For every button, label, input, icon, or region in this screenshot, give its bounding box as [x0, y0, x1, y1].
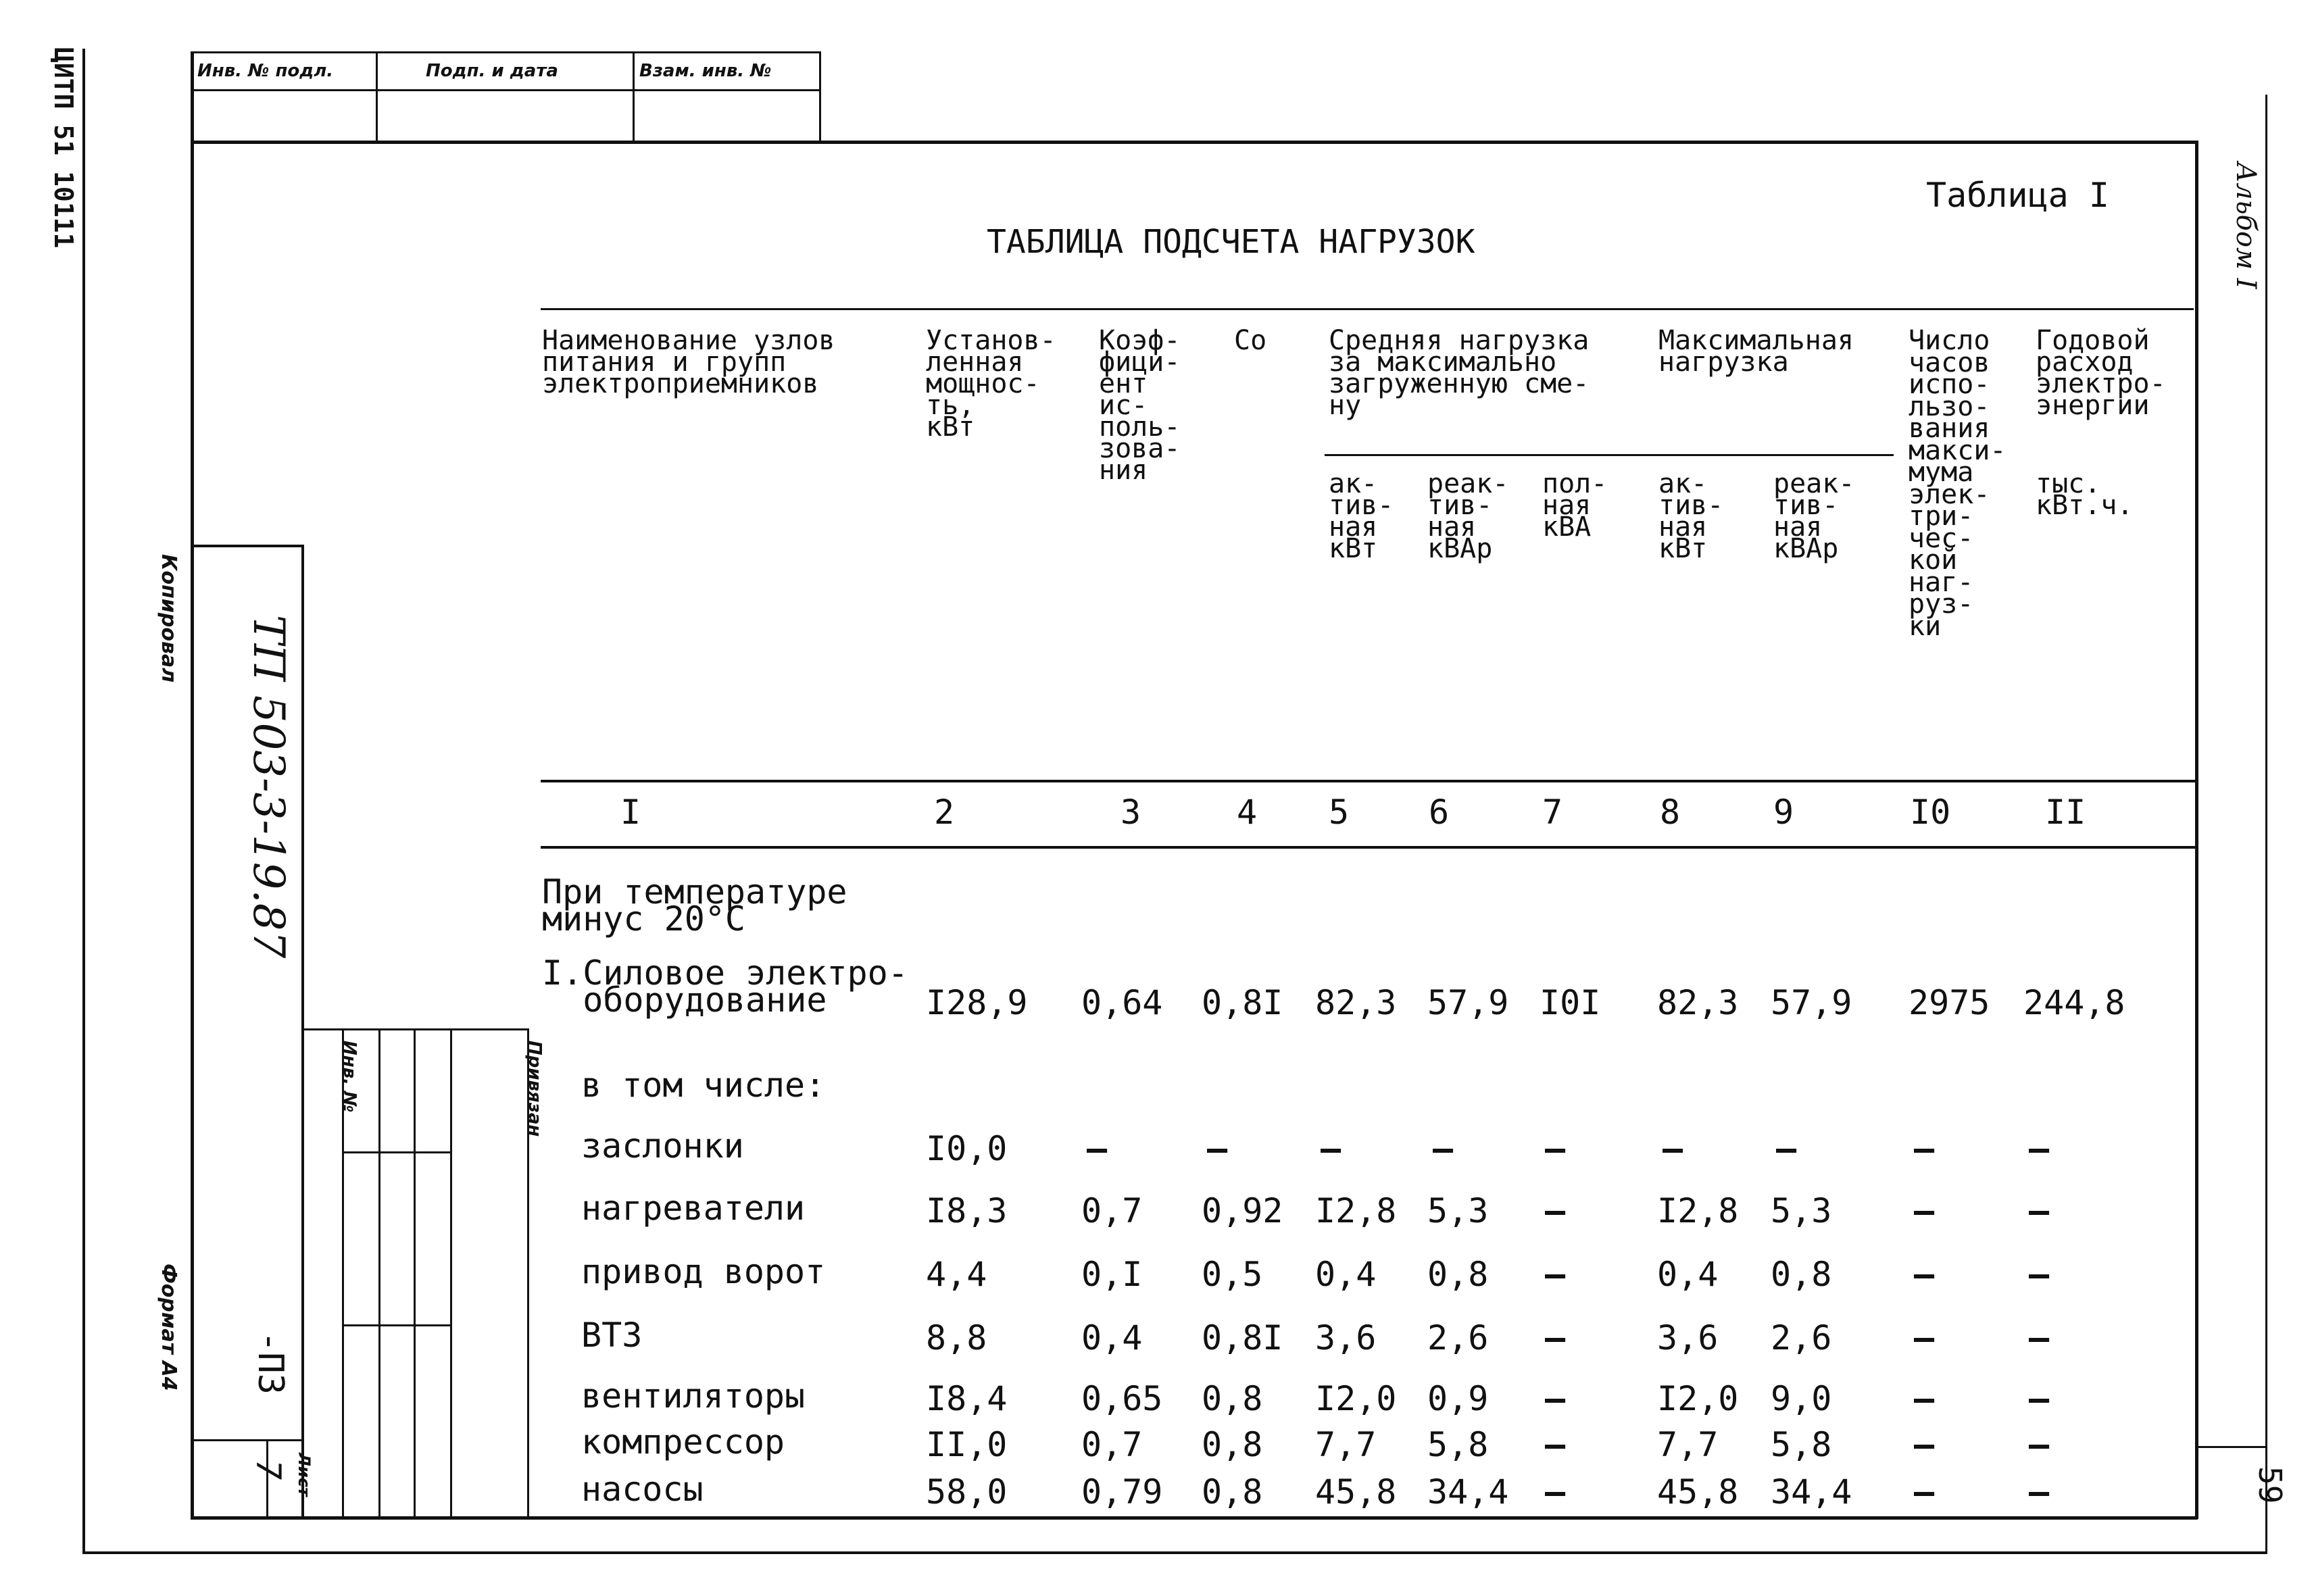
stamp-podp-data: Подп. и дата: [426, 61, 558, 81]
row-value: 0,4: [1657, 1255, 1719, 1294]
frame-left-inner: [191, 51, 194, 1519]
row-name: нагреватели: [581, 1189, 806, 1228]
col-number: I0: [1910, 793, 1951, 832]
stamp-div-2: [633, 51, 635, 142]
col-number: 6: [1429, 793, 1450, 832]
row-value: I0,0: [926, 1129, 1008, 1168]
row-value: I2,0: [1657, 1379, 1739, 1418]
row-value: 0,8I: [1202, 1318, 1283, 1357]
row-value: II,0: [926, 1425, 1008, 1464]
row-value: 0,65: [1081, 1379, 1163, 1418]
row-value: –: [2029, 1255, 2050, 1294]
header-annual-consumption: Годовой расход электро- энергии: [2036, 325, 2166, 421]
header-max-load: Максимальная нагрузка: [1658, 325, 1854, 378]
row-value: 5,8: [1771, 1425, 1832, 1464]
row-value: –: [1914, 1379, 1935, 1418]
col-number: I: [620, 793, 641, 832]
row-value: –: [2029, 1379, 2050, 1418]
stamp-vzam-inv: Взам. инв. №: [639, 61, 772, 81]
row-value: 3,6: [1657, 1318, 1719, 1357]
row-value: 0,8: [1202, 1379, 1263, 1418]
row-value: 5,3: [1427, 1191, 1489, 1230]
copied-label: Копировал: [157, 554, 180, 683]
row-value: 82,3: [1315, 983, 1397, 1022]
row-value: I8,3: [926, 1191, 1008, 1230]
row-name: насосы: [581, 1470, 704, 1509]
row-value: 0,9: [1427, 1379, 1489, 1418]
row-value: 5,3: [1771, 1191, 1832, 1230]
row-value: 0,8I: [1202, 983, 1283, 1022]
stamp-inv-podl: Инв. № подл.: [197, 61, 334, 81]
rev-div-4: [450, 1028, 452, 1519]
row-value: –: [1914, 1191, 1935, 1230]
max-group-rule: [1656, 454, 1894, 456]
page-number: 59: [2252, 1466, 2288, 1504]
row-value: 0,5: [1202, 1255, 1263, 1294]
row-value: 0,4: [1081, 1318, 1143, 1357]
header-avg-full: пол- ная кВА: [1542, 468, 1608, 543]
row-value: –: [1545, 1379, 1566, 1418]
rev-privyazan: Привязан: [524, 1041, 545, 1137]
header-annual-unit: тыс. кВт.ч.: [2036, 468, 2134, 521]
row-value: 45,8: [1315, 1472, 1397, 1512]
row-value: –: [2029, 1191, 2050, 1230]
row-value: –: [2029, 1129, 2050, 1168]
header-max-active: ак- тив- ная кВт: [1658, 468, 1724, 564]
stamp-div-3: [819, 51, 821, 142]
row-value: –: [2029, 1318, 2050, 1357]
row-name: ВТЗ: [581, 1316, 643, 1355]
table-label: Таблица I: [1926, 176, 2109, 215]
row-value: 58,0: [926, 1472, 1008, 1512]
row-value: 7,7: [1315, 1425, 1377, 1464]
row-value: 7,7: [1657, 1425, 1719, 1464]
row-value: –: [1545, 1255, 1566, 1294]
col-number: 8: [1660, 793, 1681, 832]
row-value: 8,8: [926, 1318, 987, 1357]
doc-code: ТП 503-3-19.87: [243, 615, 293, 959]
row-value: I8,4: [926, 1379, 1008, 1418]
row-value: 0,8: [1202, 1425, 1263, 1464]
row-value: –: [1914, 1318, 1935, 1357]
avg-group-rule: [1325, 454, 1669, 456]
row-value: –: [1087, 1129, 1108, 1168]
row-name: компрессор: [581, 1422, 785, 1462]
row-value: 3,6: [1315, 1318, 1377, 1357]
header-bottom-rule: [541, 780, 2195, 782]
row-value: –: [1207, 1129, 1228, 1168]
row-value: 4,4: [926, 1255, 987, 1294]
col-number: 2: [934, 793, 955, 832]
section-heading: При температуре минус 20°С: [542, 872, 847, 939]
frame-bottom-inner: [191, 1516, 2198, 1520]
header-usage-hours: Число часов испо- льзо- вания макси- мума элек- три- чес- кой наг- руз- ки: [1909, 325, 2007, 642]
stamp-div-1: [376, 51, 378, 142]
row-value: 244,8: [2023, 983, 2125, 1022]
header-co: Co: [1234, 325, 1267, 356]
row-value: 0,4: [1315, 1255, 1377, 1294]
frame-left-outer: [82, 49, 85, 1554]
header-top-rule: [541, 308, 2194, 310]
left-archive-code: ЦИТП 51 10111: [49, 47, 78, 249]
row-value: I2,8: [1657, 1191, 1739, 1230]
col-number: 4: [1237, 793, 1258, 832]
row-value: –: [2029, 1472, 2050, 1512]
rev-line-1: [342, 1151, 451, 1153]
row-name: I.Силовое электро- оборудование: [542, 953, 908, 1020]
row-value: 0,7: [1081, 1191, 1143, 1230]
numbers-bottom-rule: [541, 846, 2195, 849]
side-block-right: [301, 545, 304, 1519]
col-number: II: [2045, 793, 2086, 832]
row-value: 0,79: [1081, 1472, 1163, 1512]
frame-bottom-outer: [82, 1551, 2267, 1554]
header-avg-active: ак- тив- ная кВт: [1329, 468, 1394, 564]
col-number: 3: [1121, 793, 1141, 832]
rev-div-2: [378, 1028, 380, 1519]
row-value: 34,4: [1771, 1472, 1852, 1512]
row-value: 9,0: [1771, 1379, 1832, 1418]
row-value: –: [1914, 1255, 1935, 1294]
side-block-sheet-line: [191, 1439, 303, 1441]
col-number: 7: [1542, 793, 1563, 832]
row-value: 2,6: [1771, 1318, 1832, 1357]
row-value: 0,8: [1427, 1255, 1489, 1294]
row-value: 0,8: [1771, 1255, 1832, 1294]
row-value: 0,7: [1081, 1425, 1143, 1464]
row-value: –: [1321, 1129, 1341, 1168]
row-value: 2,6: [1427, 1318, 1489, 1357]
row-name: заслонки: [581, 1126, 744, 1166]
row-name: вентиляторы: [581, 1376, 806, 1416]
header-installed-power: Установ- ленная мощнос- ть, кВт: [926, 325, 1056, 443]
table-title: ТАБЛИЦА ПОДСЧЕТА НАГРУЗОК: [987, 223, 1475, 261]
row-value: –: [1914, 1425, 1935, 1464]
row-value: I0I: [1540, 983, 1601, 1022]
row-value: 82,3: [1657, 983, 1739, 1022]
row-value: 0,64: [1081, 983, 1163, 1022]
row-value: 34,4: [1427, 1472, 1509, 1512]
row-value: –: [1776, 1129, 1797, 1168]
format-label: Формат А4: [157, 1264, 180, 1391]
row-value: –: [1545, 1425, 1566, 1464]
header-avg-reactive: реак- тив- ная кВАр: [1427, 468, 1509, 564]
row-value: 57,9: [1771, 983, 1852, 1022]
row-value: –: [2029, 1425, 2050, 1464]
col-number: 5: [1329, 793, 1350, 832]
row-value: I28,9: [926, 983, 1028, 1022]
row-value: –: [1545, 1472, 1566, 1512]
side-block-top: [191, 545, 303, 547]
row-value: –: [1433, 1129, 1454, 1168]
row-name: привод ворот: [581, 1252, 826, 1291]
row-name: в том числе:: [581, 1066, 826, 1105]
row-value: 0,I: [1081, 1255, 1143, 1294]
sheet-code: -ПЗ: [250, 1331, 291, 1395]
header-max-reactive: реак- тив- ная кВАр: [1773, 468, 1855, 564]
header-usage-coef: Коэф- фици- ент ис- поль- зова- ния: [1099, 325, 1181, 486]
col-number: 9: [1773, 793, 1794, 832]
row-value: 0,8: [1202, 1472, 1263, 1512]
row-value: 5,8: [1427, 1425, 1489, 1464]
rev-inv-no: Инв. №: [339, 1041, 360, 1113]
row-value: –: [1914, 1129, 1935, 1168]
header-avg-load: Средняя нагрузка за максимально загруженную сме- ну: [1329, 325, 1590, 421]
row-value: –: [1545, 1129, 1566, 1168]
sheet-number: 7: [249, 1460, 288, 1480]
frame-right-outer: [2265, 95, 2267, 1554]
header-name: Наименование узлов питания и групп электроприемников: [542, 325, 835, 399]
row-value: I2,8: [1315, 1191, 1397, 1230]
page-box-top: [2198, 1446, 2265, 1448]
row-value: –: [1663, 1129, 1683, 1168]
row-value: –: [1545, 1191, 1566, 1230]
row-value: 57,9: [1427, 983, 1509, 1022]
rev-line-2: [342, 1324, 451, 1326]
row-value: 0,92: [1202, 1191, 1283, 1230]
sheet-label: Лист: [295, 1453, 314, 1497]
row-value: 2975: [1909, 983, 1990, 1022]
row-value: –: [1545, 1318, 1566, 1357]
album-label: Альбом I: [2230, 162, 2261, 289]
row-value: –: [1914, 1472, 1935, 1512]
rev-div-3: [414, 1028, 416, 1519]
frame-right-inner: [2195, 141, 2198, 1519]
stamp-mid-line: [191, 89, 820, 91]
frame-top-inner: [191, 141, 2198, 144]
row-value: I2,0: [1315, 1379, 1397, 1418]
stamp-top-line: [191, 51, 820, 53]
row-value: 45,8: [1657, 1472, 1739, 1512]
